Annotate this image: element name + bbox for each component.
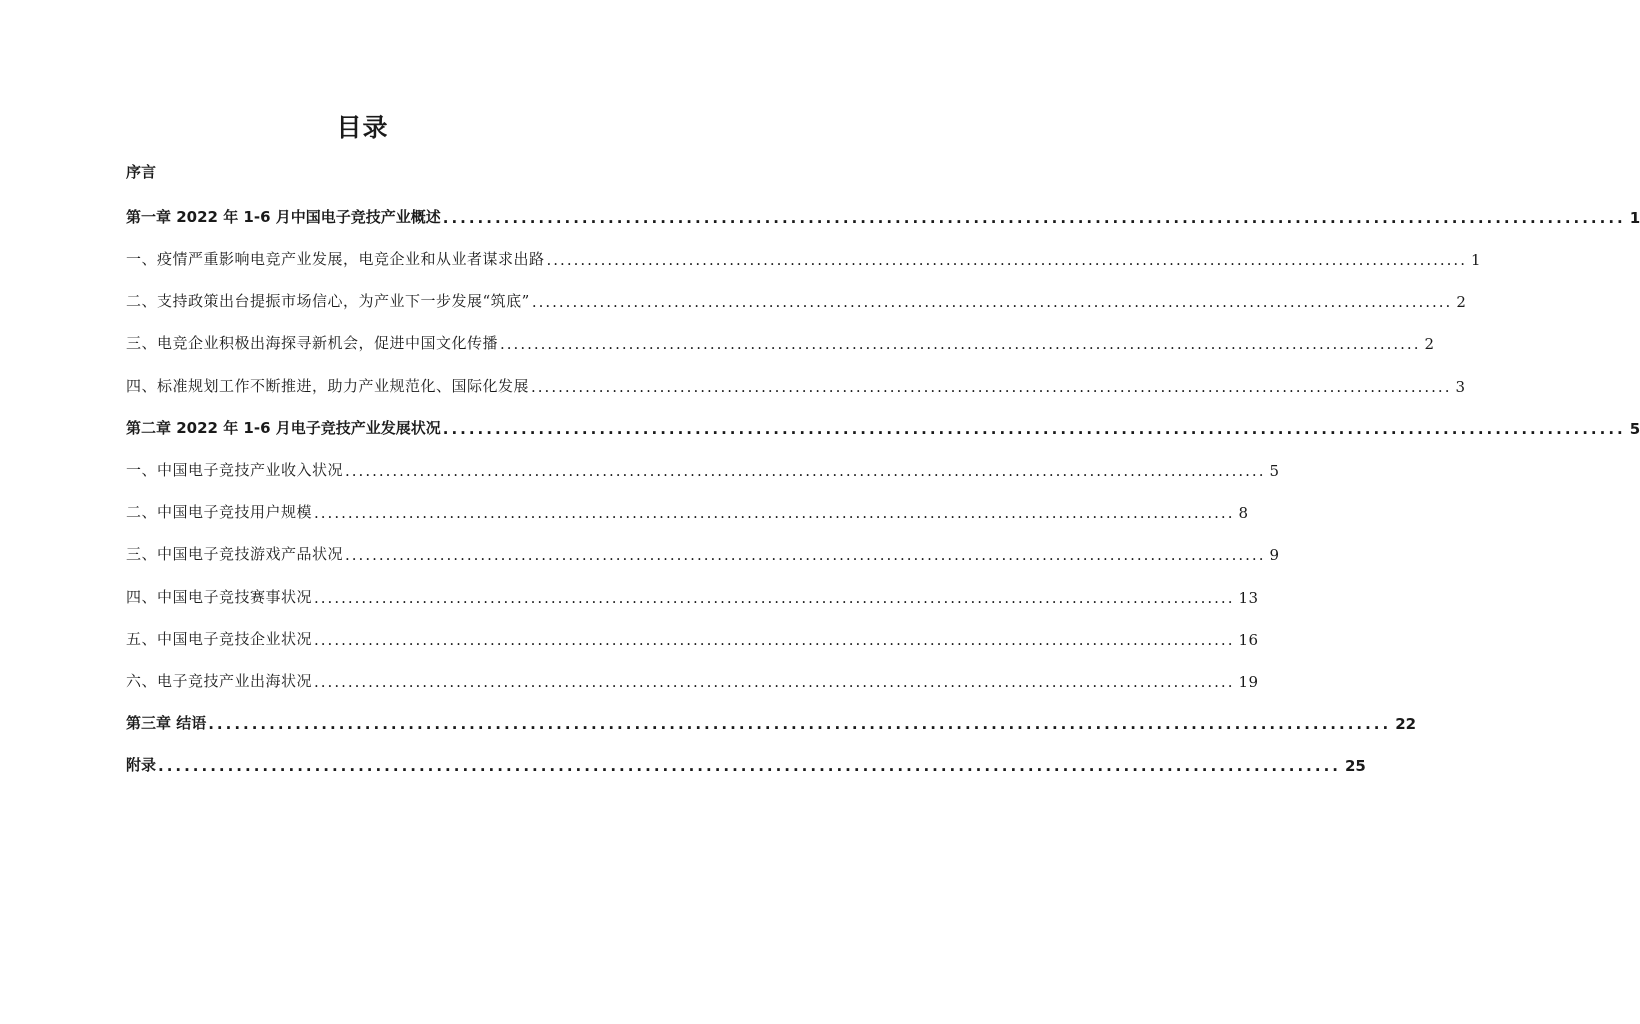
toc-entry-title: 第二章 2022 年 1-6 月电子竞技产业发展状况 (126, 419, 441, 437)
toc-page-number: 3 (1455, 378, 1466, 396)
toc-entry-title: 六、电子竞技产业出海状况 (126, 672, 313, 690)
toc-leader-dots (345, 462, 1265, 480)
toc-entry-section[interactable] (126, 329, 1435, 353)
toc-entry-title: 第三章 结语 (126, 714, 207, 732)
toc-entry-title: 四、标准规划工作不断推进，助力产业规范化、国际化发展 (126, 377, 530, 395)
toc-leader-dots (314, 504, 1234, 522)
toc-entry-appendix[interactable] (126, 751, 1366, 775)
toc-entry-section[interactable] (126, 498, 1249, 522)
toc-entry-title: 第一章 2022 年 1-6 月中国电子竞技产业概述 (126, 208, 441, 226)
toc-leader-dots (531, 378, 1451, 396)
toc-page-number: 5 (1269, 462, 1280, 480)
toc-entry-section[interactable] (126, 583, 1259, 607)
toc-entry-section[interactable] (126, 625, 1259, 649)
toc-page-number: 13 (1238, 589, 1259, 607)
toc-page-number: 2 (1456, 293, 1467, 311)
toc-page-number: 8 (1238, 504, 1249, 522)
toc-entry-section[interactable] (126, 540, 1280, 564)
toc-page-number: 16 (1238, 631, 1259, 649)
toc-leader-dots (547, 251, 1467, 269)
toc-entry-title: 二、中国电子竞技用户规模 (126, 503, 313, 521)
toc-entry-title: 三、电竞企业积极出海探寻新机会，促进中国文化传播 (126, 334, 499, 352)
toc-leader-dots (314, 631, 1234, 649)
toc-leader-dots (345, 546, 1265, 564)
toc-entry-title: 四、中国电子竞技赛事状况 (126, 588, 313, 606)
toc-entry-section[interactable] (126, 456, 1280, 480)
toc-page-number: 1 (1629, 209, 1640, 227)
toc-entry-chapter-2[interactable] (126, 414, 1640, 438)
preface-heading[interactable]: 序言 (126, 163, 157, 181)
toc-page-number: 5 (1629, 420, 1640, 438)
toc-entry-title: 一、中国电子竞技产业收入状况 (126, 461, 344, 479)
toc-entry-section[interactable] (126, 287, 1467, 311)
toc-entry-chapter-1[interactable] (126, 203, 1640, 227)
toc-page-number: 9 (1269, 546, 1280, 564)
toc-leader-dots (314, 673, 1234, 691)
toc-leader-dots (443, 209, 1626, 227)
toc-leader-dots (443, 420, 1626, 438)
toc-entry-section[interactable] (126, 372, 1466, 396)
toc-leader-dots (208, 715, 1391, 733)
toc-entry-chapter-3[interactable] (126, 709, 1417, 733)
toc-leader-dots (314, 589, 1234, 607)
toc-entry-title: 附录 (126, 756, 157, 774)
toc-leader-dots (158, 757, 1341, 775)
toc-page-number: 19 (1238, 673, 1259, 691)
toc-entry-section[interactable] (126, 245, 1482, 269)
toc-page-number: 22 (1395, 715, 1417, 733)
toc-leader-dots (532, 293, 1452, 311)
toc-entry-title: 一、疫情严重影响电竞产业发展，电竞企业和从业者谋求出路 (126, 250, 545, 268)
page-title: 目录 (336, 113, 389, 142)
toc-page-number: 1 (1470, 251, 1482, 269)
toc-leader-dots (500, 335, 1420, 353)
toc-entry-section[interactable] (126, 667, 1259, 691)
toc-page-number: 2 (1424, 335, 1435, 353)
toc-entry-title: 三、中国电子竞技游戏产品状况 (126, 545, 344, 563)
toc-entry-title: 五、中国电子竞技企业状况 (126, 630, 313, 648)
toc-entry-title: 二、支持政策出台提振市场信心，为产业下一步发展“筑底” (126, 292, 530, 310)
toc-page-number: 25 (1344, 757, 1366, 775)
